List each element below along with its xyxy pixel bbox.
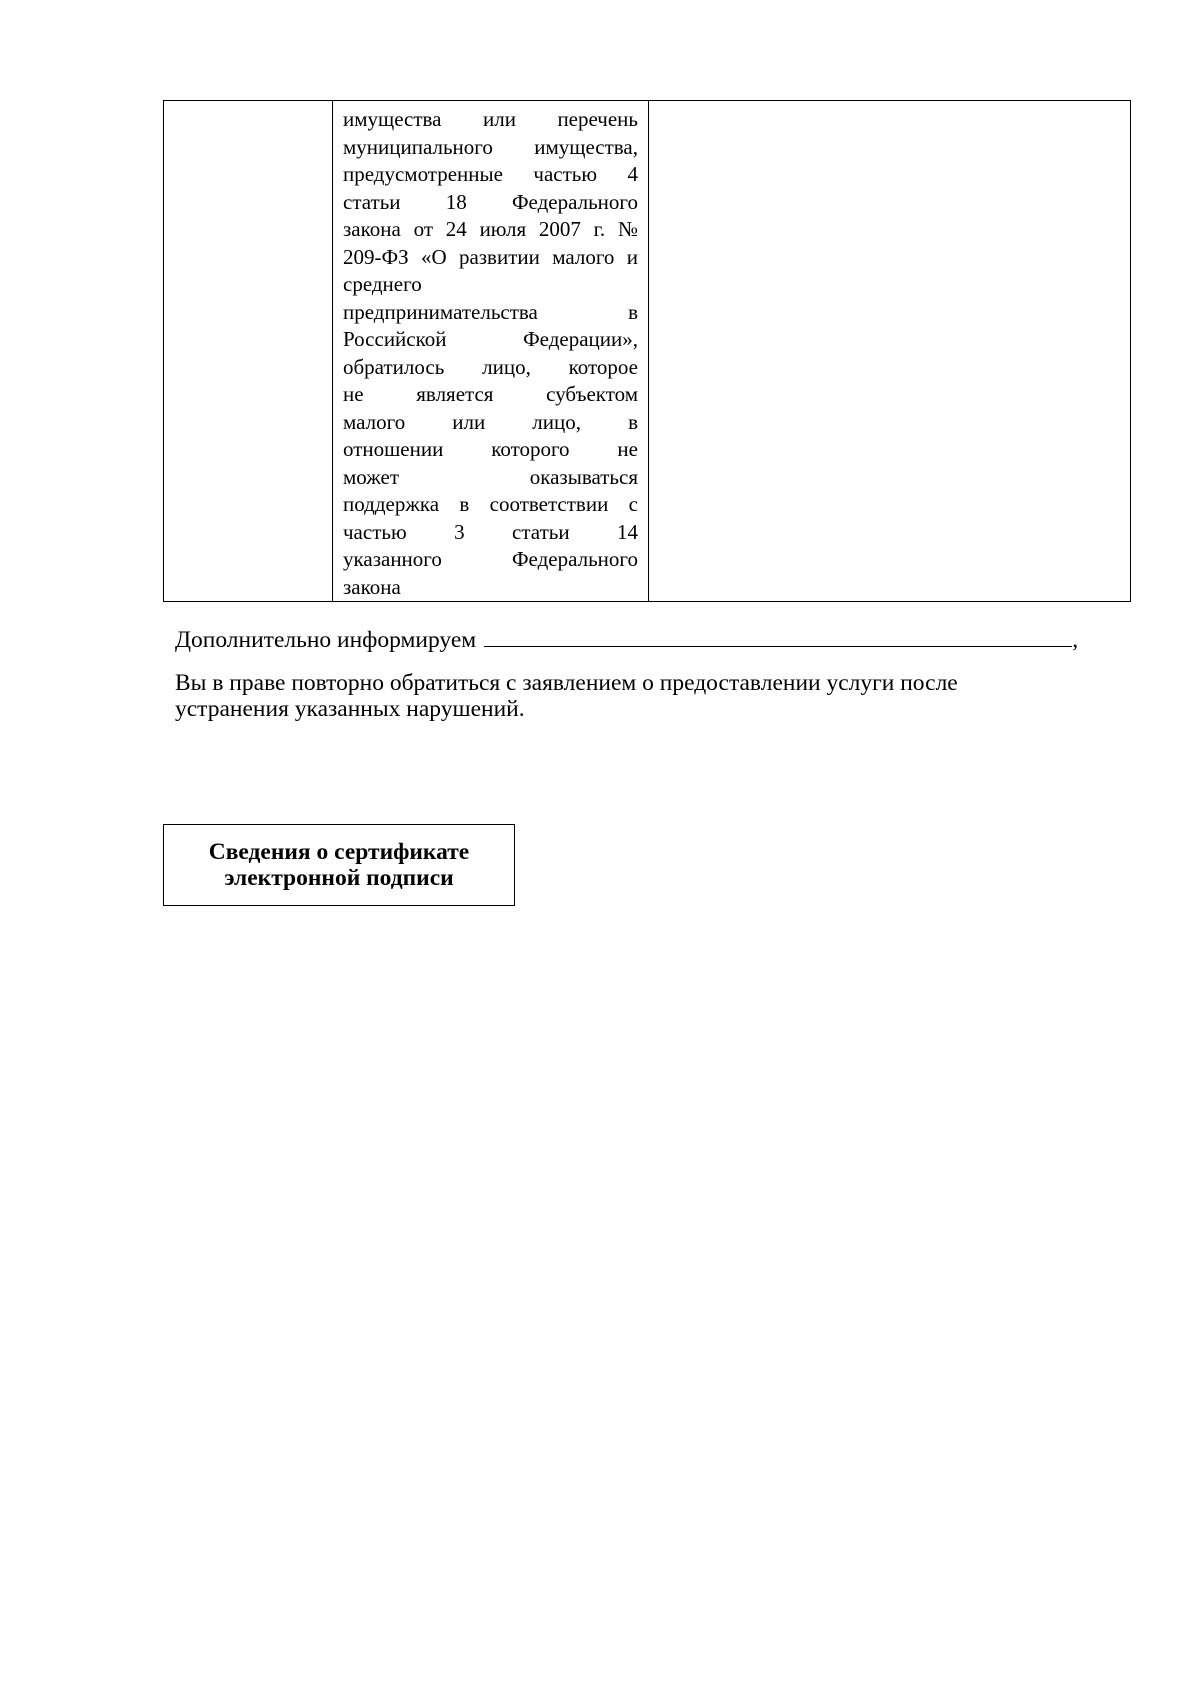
- reason-line: статьи 18 Федерального: [343, 189, 638, 214]
- reason-line: Российской Федерации»,: [343, 327, 638, 351]
- certificate-title-line: Сведения о сертификате: [208, 839, 470, 865]
- reappeal-line: Вы в праве повторно обратиться с заявлением о предоставлении услуги после: [175, 670, 958, 696]
- table-cell-reason: [333, 101, 649, 602]
- refusal-reasons-table: [163, 100, 1131, 602]
- reason-line: закона: [343, 574, 401, 599]
- table-cell-number: [164, 101, 333, 602]
- reason-line: поддержка в соответствии с: [343, 492, 638, 516]
- reason-line: указанного Федерального: [343, 547, 638, 571]
- reason-line: не является субъектом: [343, 382, 638, 406]
- reason-text: [333, 101, 648, 601]
- reappeal-line: устранения указанных нарушений.: [175, 696, 525, 722]
- reason-line: закона от 24 июля 2007 г. №: [343, 217, 638, 241]
- reappeal-paragraph: [175, 670, 1125, 722]
- additional-info-suffix: ,: [1072, 627, 1079, 653]
- reason-line: малого или лицо, в: [343, 409, 638, 434]
- reason-line: 209-ФЗ «О развитии малого и: [343, 244, 638, 269]
- reason-line: частью 3 статьи 14: [343, 519, 638, 544]
- reason-line: предпринимательства в: [343, 299, 638, 324]
- table-cell-explanation: [649, 101, 1131, 602]
- reason-line: отношении которого не: [343, 437, 638, 461]
- additional-info-paragraph: [175, 624, 1125, 653]
- reason-line: имущества или перечень: [343, 107, 638, 131]
- reason-line: предусмотренные частью 4: [343, 162, 638, 186]
- signature-certificate-box: [163, 824, 515, 906]
- reason-line: муниципального имущества,: [343, 134, 638, 159]
- reason-line: обратилось лицо, которое: [343, 354, 638, 379]
- additional-info-label: Дополнительно информируем: [175, 627, 477, 653]
- certificate-title-line: электронной подписи: [224, 865, 454, 891]
- additional-info-blank: [484, 624, 1072, 647]
- table-row: [164, 101, 1131, 602]
- reason-line: среднего: [343, 272, 422, 296]
- reason-line: может оказываться: [343, 464, 638, 489]
